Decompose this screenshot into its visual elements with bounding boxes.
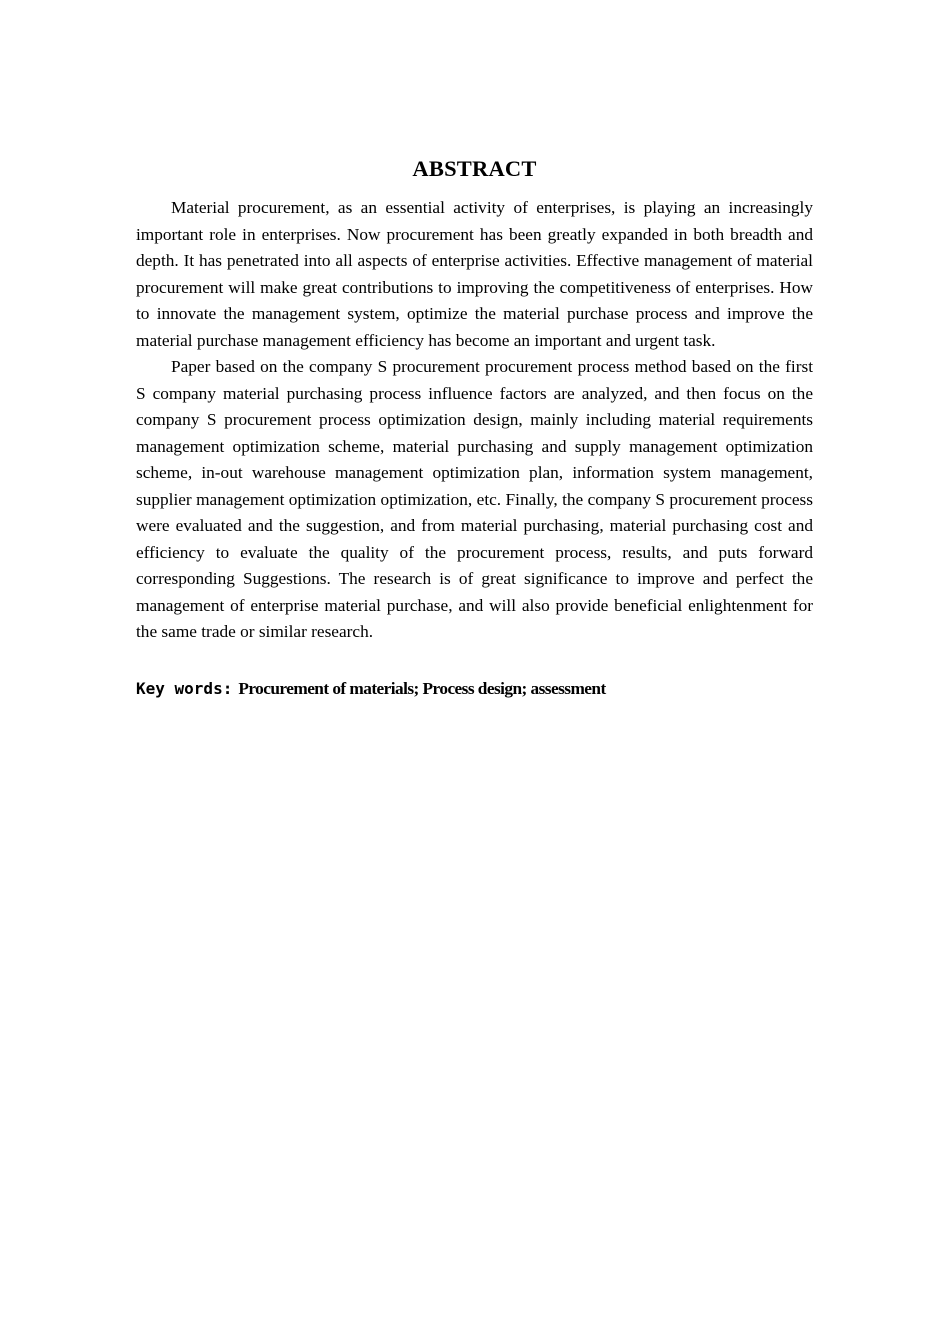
keywords-label: Key words: xyxy=(136,678,233,698)
abstract-title: ABSTRACT xyxy=(412,156,537,181)
keywords-value: Procurement of materials; Process design; assessment xyxy=(238,678,606,698)
abstract-paragraph-2: Paper based on the company S procurement procurement process method based on the first S company material purchasing process influence factors are analyzed, and then focus on the company S procurement process optimization design, mainly including material requirements management optimization scheme, material purchasing and supply management optimization scheme, in-out warehouse management optimization plan, information system management, supplier management optimization optimization, etc. Finally, the company S procurement process were evaluated and the suggestion, and from material purchasing, material purchasing cost and efficiency to evaluate the quality of the procurement process, results, and puts forward corresponding Suggestions. The research is of great significance to improve and perfect the management of enterprise material purchase, and will also provide beneficial enlightenment for the same trade or similar research. xyxy=(136,357,813,641)
abstract-paragraph-1: Material procurement, as an essential activity of enterprises, is playing an increasingly important role in enterprises. Now procurement has been greatly expanded in both breadth and depth. It has penetrated into all aspects of enterprise activities. Effective management of material procurement will make great contributions to improving the competitiveness of enterprises. How to innovate the management system, optimize the material purchase process and improve the material purchase management efficiency has become an important and urgent task. xyxy=(136,198,813,350)
abstract-section xyxy=(136,153,813,702)
keywords-line xyxy=(136,676,813,702)
